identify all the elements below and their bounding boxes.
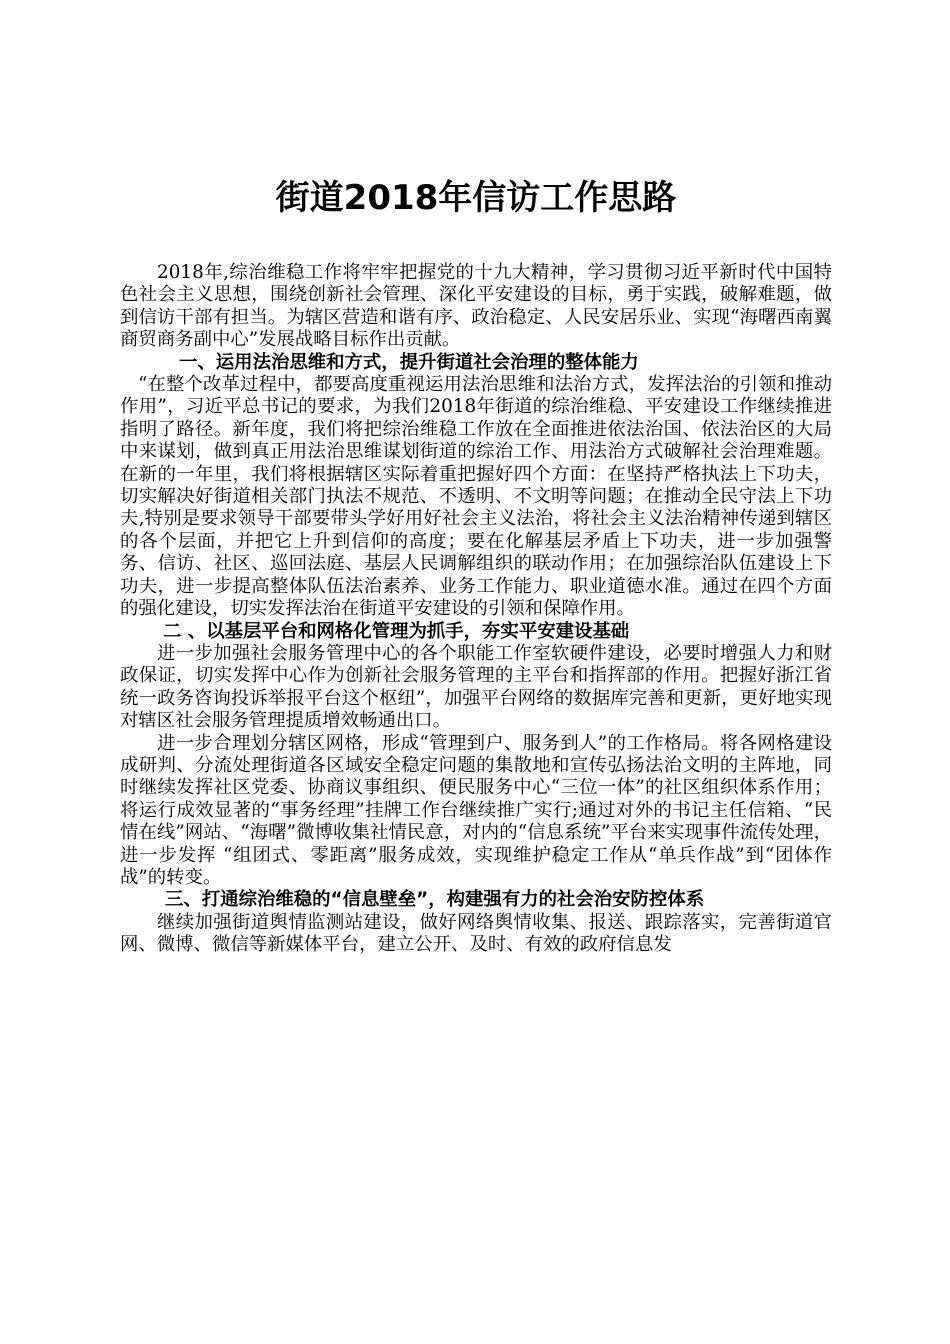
section-2-paragraph-2: 进一步合理划分辖区网格，形成“管理到户、服务到人”的工作格局。将各网格建设成研判、分流处理街道各区域安全稳定问题的集散地和宣传弘扬法治文明的主阵地，同时继续发挥社区党委、协商议事组织、便民服务中心“三位一体”的社区组织体系作用；将运行成效显著的“事务经理”挂牌工作台继续推广实行;通过对外的书记主任信箱、“民情在线”网站、“海曙”微博收集社情民意，对内的“信息系统”平台来实现事件流传处理，进一步发挥 “组团式、零距离”服务成效，实现维护稳定工作从“单兵作战”到“团体作战”的转变。 [120, 732, 832, 888]
document-body [120, 262, 832, 957]
section-3-paragraph-1: 继续加强街道舆情监测站建设，做好网络舆情收集、报送、跟踪落实，完善街道官网、微博、微信等新媒体平台，建立公开、及时、有效的政府信息发 [120, 911, 832, 956]
document-title: 街道2018年信访工作思路 [275, 178, 677, 218]
section-1-paragraph-1: “在整个改革过程中，都要高度重视运用法治思维和法治方式，发挥法治的引领和推动作用”，习近平总书记的要求，为我们2018年街道的综治维稳、平安建设工作继续推进指明了路径。新年度，我们将把综治维稳工作放在全面推进依法治国、依法治区的大局中来谋划，做到真正用法治思维谋划街道的综治工作、用法治方式破解社会治理难题。在新的一年里，我们将根据辖区实际着重把握好四个方面：在坚持严格执法上下功夫，切实解决好街道相关部门执法不规范、不透明、不文明等问题；在推动全民守法上下功夫,特别是要求领导干部要带头学好用好社会主义法治，将社会主义法治精神传递到辖区的各个层面，并把它上升到信仰的高度；要在化解基层矛盾上下功夫，进一步加强警务、信访、社区、巡回法庭、基层人民调解组织的联动作用；在加强综治队伍建设上下功夫，进一步提高整体队伍法治素养、业务工作能力、职业道德水准。通过在四个方面的强化建设，切实发挥法治在街道平安建设的引领和保障作用。 [120, 374, 832, 620]
section-1-heading: 一、运用法治思维和方式，提升街道社会治理的整体能力 [179, 351, 639, 373]
section-2-heading: 二 、以基层平台和网格化管理为抓手，夯实平安建设基础 [163, 620, 630, 642]
document-page [120, 0, 832, 1344]
intro-paragraph: 2018年,综治维稳工作将牢牢把握党的十九大精神，学习贯彻习近平新时代中国特色社会主义思想，围绕创新社会管理、深化平安建设的目标，勇于实践，破解难题，做到信访干部有担当。为辖区营造和谐有序、政治稳定、人民安居乐业、实现“海曙西南翼商贸商务副中心”发展战略目标作出贡献。 [120, 262, 832, 351]
section-3-heading: 三、打通综治维稳的“信息壁垒”，构建强有力的社会治安防控体系 [165, 889, 705, 911]
section-2-paragraph-1: 进一步加强社会服务管理中心的各个职能工作室软硬件建设，必要时增强人力和财政保证，切实发挥中心作为创新社会服务管理的主平台和指挥部的作用。把握好浙江省统一政务咨询投诉举报平台这个枢纽”，加强平台网络的数据库完善和更新，更好地实现对辖区社会服务管理提质增效畅通出口。 [120, 642, 832, 732]
